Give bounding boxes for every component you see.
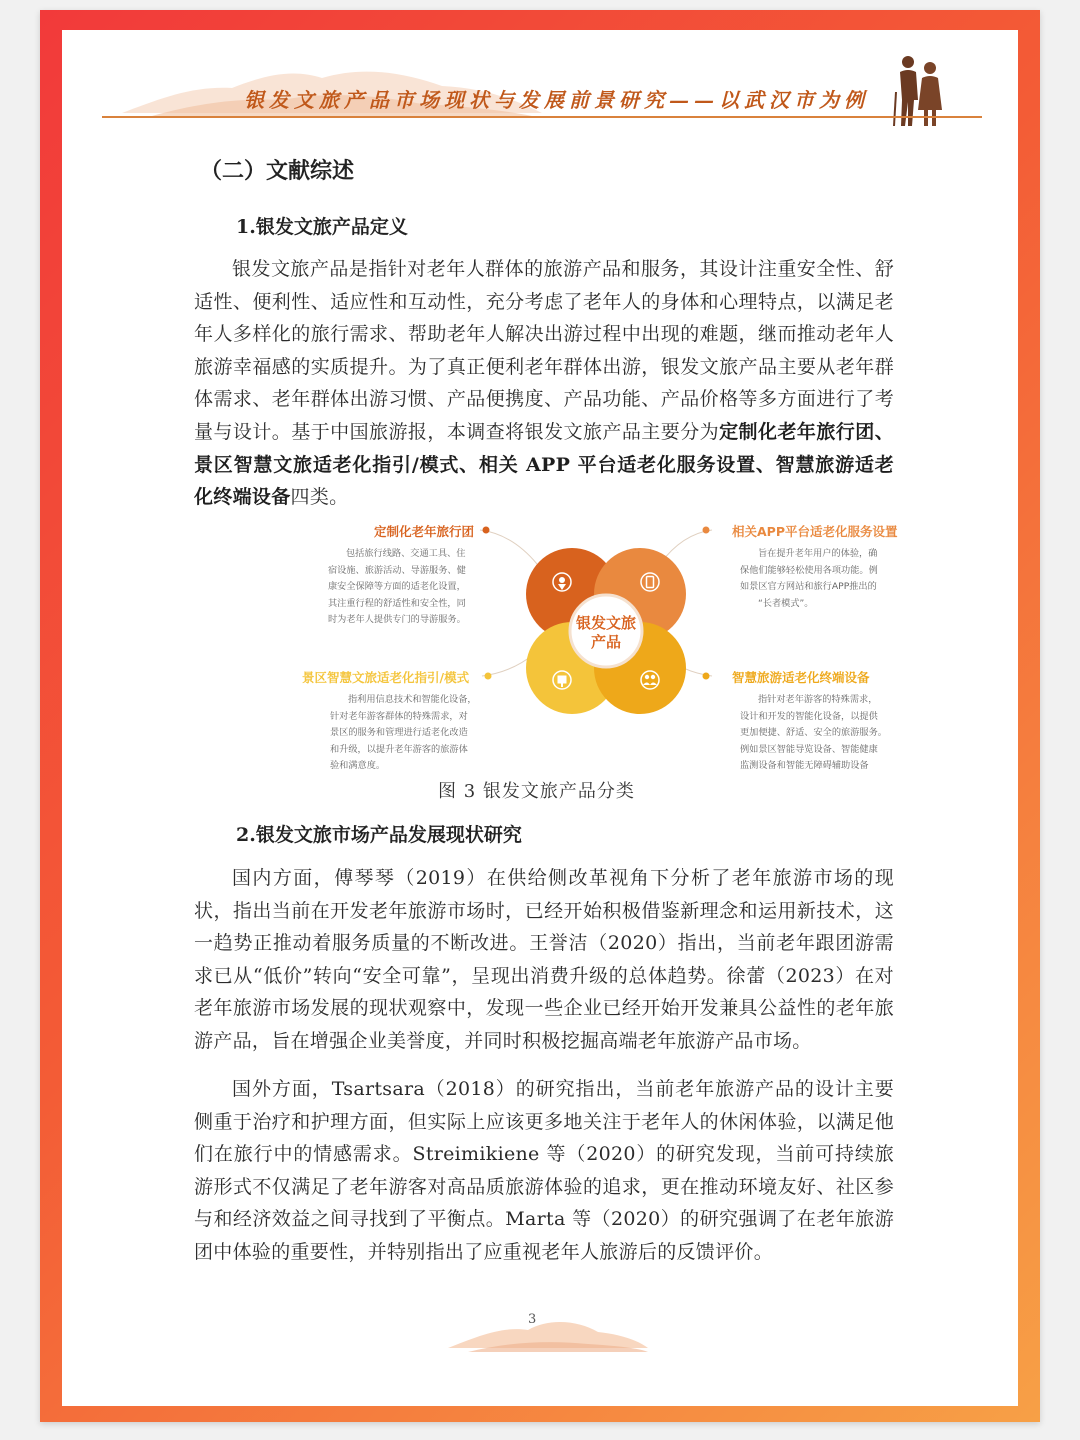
product-classification-figure — [222, 514, 898, 794]
subsection-2-paragraph-domestic: 国内方面，傅琴琴（2019）在供给侧改革视角下分析了老年旅游市场的现状，指出当前在开发老年旅游市场时，已经开始积极借鉴新理念和运用新技术，这一趋势正推动着服务质量的不断改进。王誉洁（2020）指出，当前老年跟团游需求已从“低价”转向“安全可靠”，呈现出消费升级的总体趋势。徐蕾（2023）在对老年旅游市场发展的现状观察中，发现一些企业已经开始开发兼具公益性的老年旅游产品，旨在增强企业美誉度，并同时积极挖掘高端老年旅游产品市场。 — [194, 867, 894, 1052]
page-number: 3 — [528, 1312, 537, 1327]
subsection-1-title: 1.银发文旅产品定义 — [236, 216, 408, 238]
header-title: 银发文旅产品市场现状与发展前景研究——以武汉市为例 — [244, 88, 869, 112]
subsection-2-paragraph-foreign: 国外方面，Tsartsara（2018）的研究指出，当前老年旅游产品的设计主要侧重于治疗和护理方面，但实际上应该更多地关注于老年人的休闲体验，以满足他们在旅行中的情感需求。Streimikiene 等（2020）的研究发现，当前可持续旅游形式不仅满足了老年游客对高品质旅游体验的追求，更在推动环境友好、社区参与和经济效益之间寻找到了平衡点。Marta 等（2020）的研究强调了在老年旅游团中体验的重要性，并特别指出了应重视老年人旅游后的反馈评价。 — [194, 1078, 894, 1263]
petal-diagram — [522, 542, 690, 722]
item-desc-custom-tour: 包括旅行线路、交通工具、住 宿设施、旅游活动、导游服务、健 康安全保障等方面的适老化设置， 其注重行程的舒适性和安全性，同 时为老年人提供专门的导游服务。 — [328, 548, 466, 625]
item-title-scenic-guide: 景区智慧文旅适老化指引/模式 — [302, 670, 470, 685]
page-frame — [40, 10, 1040, 1422]
section-title: （二）文献综述 — [200, 159, 355, 184]
center-label-line1: 银发文旅 — [575, 614, 637, 632]
document-page — [62, 30, 1018, 1406]
item-title-smart-device: 智慧旅游适老化终端设备 — [732, 670, 870, 685]
figure-caption: 图 3 银发文旅产品分类 — [438, 781, 635, 802]
subsection-1-paragraph: 银发文旅产品是指针对老年人群体的旅游产品和服务，其设计注重安全性、舒适性、便利性、适应性和互动性，充分考虑了老年人的身体和心理特点，以满足老年人多样化的旅行需求、帮助老年人解决出游过程中出现的难题，继而推动老年人旅游幸福感的实质提升。为了真正便利老年群体出游，银发文旅产品主要从老年群体需求、老年群体出游习惯、产品便携度、产品功能、产品价格等多方面进行了考量与设计。基于中国旅游报，本调查将银发文旅产品主要分为定制化老年旅行团、景区智慧文旅适老化指引/模式、相关 APP 平台适老化服务设置、智慧旅游适老化终端设备四类。 — [194, 258, 894, 509]
footer-mountain-icon — [448, 1308, 648, 1352]
item-title-app-service: 相关APP平台适老化服务设置 — [732, 524, 898, 539]
highlighted-categories: 定制化老年旅行团、景区智慧文旅适老化指引/模式、相关 APP 平台适老化服务设置、智慧旅游适老化终端设备 — [194, 420, 894, 509]
subsection-2-title: 2.银发文旅市场产品发展现状研究 — [236, 824, 522, 846]
header-divider — [102, 116, 982, 118]
item-title-custom-tour: 定制化老年旅行团 — [374, 524, 475, 539]
item-desc-scenic-guide: 指利用信息技术和智能化设备， 针对老年游客群体的特殊需求，对 景区的服务和管理进行适老化改造 和升级，以提升老年游客的旅游体 验和满意度。 — [330, 694, 477, 771]
item-desc-smart-device: 指针对老年游客的特殊需求， 设计和开发的智能化设备，以提供 更加便捷、舒适、安全的旅游服务。 例如景区智能导览设备、智能健康 监测设备和智能无障碍辅助设备 — [740, 694, 887, 771]
center-label-line2: 产品 — [590, 633, 622, 651]
item-desc-app-service: 旨在提升老年用户的体验，确 保他们能够轻松使用各项功能。例 如景区官方网站和旅行APP推出的 “长者模式”。 — [740, 548, 878, 609]
